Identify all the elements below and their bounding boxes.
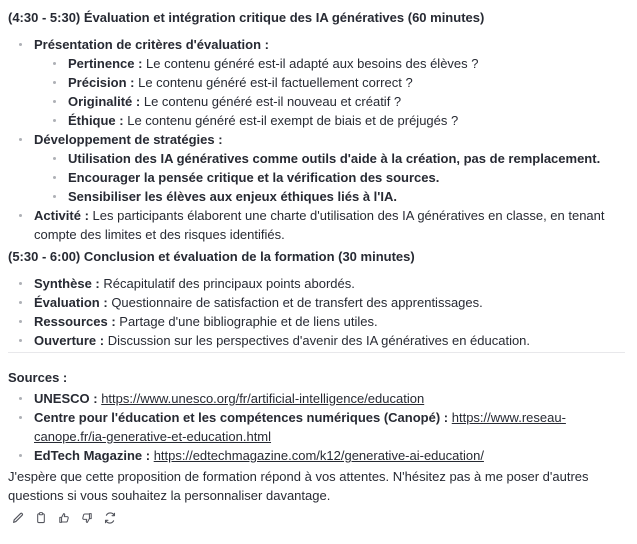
list-item: [8, 92, 625, 111]
thumbs-up-icon: [57, 511, 71, 525]
list-item-desc: Questionnaire de satisfaction et de transfert des apprentissages.: [111, 295, 483, 310]
list-item-label: Présentation de critères d'évaluation :: [34, 37, 269, 52]
list-item-desc: Le contenu généré est-il factuellement correct ?: [138, 75, 413, 90]
source-link[interactable]: https://www.reseau-canope.fr/ia-generative-et-education.html: [34, 410, 566, 444]
list-item: [8, 54, 625, 73]
list-item: [8, 73, 625, 92]
edit-button[interactable]: [10, 510, 26, 526]
list-item-label: Synthèse :: [34, 276, 100, 291]
source-link[interactable]: https://www.unesco.org/fr/artificial-intelligence/education: [101, 391, 425, 406]
list-item-label: Précision :: [68, 75, 135, 90]
evaluation-list: [8, 35, 625, 244]
list-item: [8, 111, 625, 130]
source-item: [8, 389, 625, 408]
list-item-label: Utilisation des IA génératives comme outils d'aide à la création, pas de remplacement.: [68, 151, 601, 166]
list-item: [8, 274, 625, 293]
list-item-label: Encourager la pensée critique et la vérification des sources.: [68, 170, 440, 185]
list-item: [8, 130, 625, 149]
conclusion-list: [8, 274, 625, 350]
list-item-label: Évaluation :: [34, 295, 108, 310]
source-link[interactable]: https://edtechmagazine.com/k12/generative-ai-education/: [153, 448, 484, 463]
list-item-label: Ouverture :: [34, 333, 105, 348]
list-item: [8, 35, 625, 54]
list-item-label: Originalité :: [68, 94, 141, 109]
list-item-desc: Discussion sur les perspectives d'avenir des IA génératives en éducation.: [107, 333, 531, 348]
regenerate-icon: [103, 511, 117, 525]
edit-icon: [11, 511, 25, 525]
thumbs-up-button[interactable]: [56, 510, 72, 526]
list-item-label: Développement de stratégies :: [34, 132, 223, 147]
list-item-label: Ressources :: [34, 314, 116, 329]
list-item-label: Activité :: [34, 208, 89, 223]
closing-paragraph: J'espère que cette proposition de formation répond à vos attentes. N'hésitez pas à me poser d'autres questions si vous souhaitez la personnaliser davantage.: [8, 469, 589, 503]
message-actions: [8, 510, 625, 526]
schedule-heading-conclusion: (5:30 - 6:00) Conclusion et évaluation de la formation (30 minutes): [8, 249, 415, 264]
list-item: [8, 206, 625, 244]
list-item-label: Éthique :: [68, 113, 124, 128]
schedule-heading-evaluation: (4:30 - 5:30) Évaluation et intégration critique des IA génératives (60 minutes): [8, 10, 485, 25]
list-item: [8, 149, 625, 168]
regenerate-button[interactable]: [102, 510, 118, 526]
copy-icon: [34, 511, 48, 525]
list-item-desc: Récapitulatif des principaux points abordés.: [103, 276, 355, 291]
list-item-label: Pertinence :: [68, 56, 143, 71]
source-label: EdTech Magazine :: [34, 448, 151, 463]
source-label: Centre pour l'éducation et les compétences numériques (Canopé) :: [34, 410, 449, 425]
source-label: UNESCO :: [34, 391, 98, 406]
list-item: [8, 187, 625, 206]
list-item-desc: Partage d'une bibliographie et de liens utiles.: [119, 314, 378, 329]
list-item: [8, 312, 625, 331]
sources-list: [8, 389, 625, 465]
list-item: [8, 168, 625, 187]
list-item-label: Sensibiliser les élèves aux enjeux éthiques liés à l'IA.: [68, 189, 397, 204]
list-item-desc: Le contenu généré est-il exempt de biais et de préjugés ?: [127, 113, 459, 128]
list-item-desc: Les participants élaborent une charte d'utilisation des IA génératives en classe, en tenant compte des limites et des risques identifiés.: [34, 208, 605, 242]
thumbs-down-icon: [80, 511, 94, 525]
source-item: [8, 408, 625, 446]
list-item: [8, 331, 625, 350]
source-item: [8, 446, 625, 465]
sources-heading: Sources :: [8, 370, 68, 385]
divider: [8, 352, 625, 353]
list-item: [8, 293, 625, 312]
thumbs-down-button[interactable]: [79, 510, 95, 526]
list-item-desc: Le contenu généré est-il adapté aux besoins des élèves ?: [146, 56, 479, 71]
copy-button[interactable]: [33, 510, 49, 526]
list-item-desc: Le contenu généré est-il nouveau et créatif ?: [143, 94, 402, 109]
